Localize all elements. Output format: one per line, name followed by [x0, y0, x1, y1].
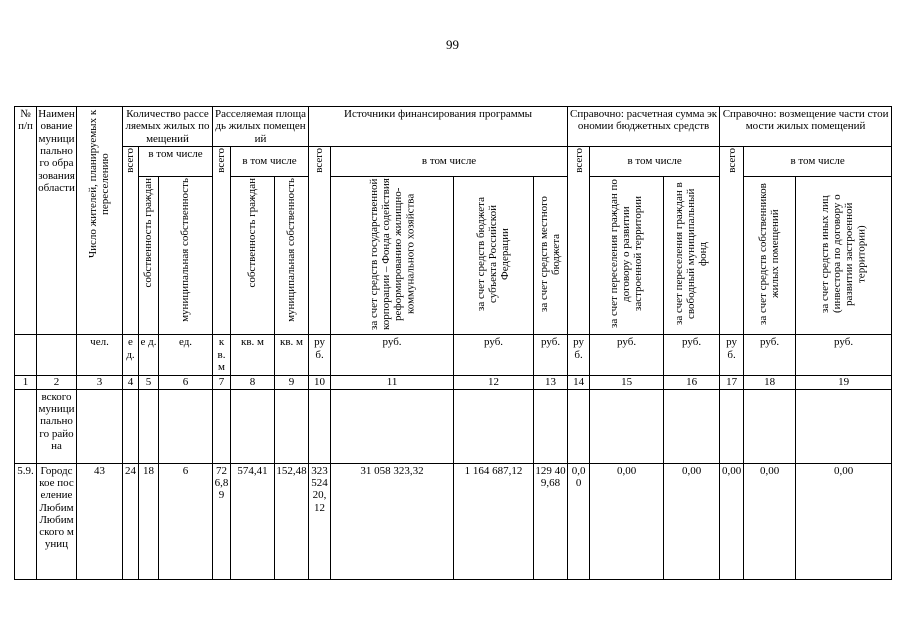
header-comp-total: всего [720, 146, 744, 334]
col-number: 11 [331, 376, 454, 389]
header-compensation: Справочно: возмещение части стоимости жилых помещений [720, 107, 892, 147]
cell-empty [77, 389, 123, 463]
cell-empty [309, 389, 331, 463]
cell-empty [139, 389, 159, 463]
col-number: 3 [77, 376, 123, 389]
unit-fund-local: руб. [534, 335, 568, 376]
cell-area-municipal: 152,48 [275, 463, 309, 579]
header-rooms: Количество расселяемых жилых помещений [123, 107, 213, 147]
col-number: 2 [37, 376, 77, 389]
cell-empty [534, 389, 568, 463]
header-economy-incl: в том числе [590, 146, 720, 176]
col-number: 10 [309, 376, 331, 389]
header-fund-local: за счет средств местного бюджета [534, 176, 568, 334]
table-row [15, 389, 892, 463]
cell-comp-total: 0,00 [720, 463, 744, 579]
cell-fund-subject: 1 164 687,12 [454, 463, 534, 579]
cell-economy-free: 0,00 [664, 463, 720, 579]
header-row-1 [15, 107, 892, 147]
cell-empty [720, 389, 744, 463]
header-area-total: всего [213, 146, 231, 334]
header-row-2 [15, 146, 892, 176]
header-economy-free: за счет переселения граждан в свободный муниципальный фонд [664, 176, 720, 334]
cell-area-total: 726,89 [213, 463, 231, 579]
cell-empty [331, 389, 454, 463]
cell-economy-contract: 0,00 [590, 463, 664, 579]
unit-economy-contract: руб. [590, 335, 664, 376]
header-rooms-citizens: собственность граждан [139, 176, 159, 334]
cell-empty [123, 389, 139, 463]
header-comp-owners: за счет средств собственников жилых помещений [744, 176, 796, 334]
resettlement-table [14, 106, 892, 580]
header-fund-corp: за счет средств государственной корпорации – Фонда содействия реформированию жилищно-коммунального хозяйства [331, 176, 454, 334]
cell-residents: 43 [77, 463, 123, 579]
header-area-incl: в том числе [231, 146, 309, 176]
unit-people: чел. [77, 335, 123, 376]
table-row [15, 463, 892, 579]
cell-empty [796, 389, 892, 463]
unit-area-municipal: кв. м [275, 335, 309, 376]
col-number: 8 [231, 376, 275, 389]
unit-rooms-citizens: е д. [139, 335, 159, 376]
cell-empty [15, 389, 37, 463]
unit-comp-owners: руб. [744, 335, 796, 376]
cell-fund-total: 32352420,12 [309, 463, 331, 579]
col-number: 7 [213, 376, 231, 389]
header-economy-total: всего [568, 146, 590, 334]
header-area-citizens: собственность граждан [231, 176, 275, 334]
header-fund-subject: за счет средств бюджета субъекта Российской Федерации [454, 176, 534, 334]
page-number: 99 [446, 37, 459, 52]
cell-economy-total: 0,00 [568, 463, 590, 579]
column-numbers-row [15, 376, 892, 389]
header-residents: Число жителей, планируемых к переселению [77, 107, 123, 335]
col-number: 6 [159, 376, 213, 389]
header-area: Расселяемая площадь жилых помещений [213, 107, 309, 147]
header-comp-incl: в том числе [744, 146, 892, 176]
cell-comp-owners: 0,00 [744, 463, 796, 579]
cell-rooms-total: 24 [123, 463, 139, 579]
unit-fund-corp: руб. [331, 335, 454, 376]
col-number: 9 [275, 376, 309, 389]
col-number: 19 [796, 376, 892, 389]
header-area-municipal: муниципальная собственность [275, 176, 309, 334]
cell-empty [664, 389, 720, 463]
unit-comp-total: ру б. [720, 335, 744, 376]
header-rooms-municipal: муниципальная собственность [159, 176, 213, 334]
cell-rooms-municipal: 6 [159, 463, 213, 579]
cell-num: 5.9. [15, 463, 37, 579]
unit-fund-total: ру б. [309, 335, 331, 376]
header-rooms-total: всего [123, 146, 139, 334]
unit-economy-free: руб. [664, 335, 720, 376]
header-name: Наименование муниципального образования области [37, 107, 77, 335]
unit-fund-subject: руб. [454, 335, 534, 376]
cell-empty [275, 389, 309, 463]
header-funding: Источники финансирования программы [309, 107, 568, 147]
unit-empty-1 [15, 335, 37, 376]
col-number: 5 [139, 376, 159, 389]
cell-rooms-citizens: 18 [139, 463, 159, 579]
col-number: 13 [534, 376, 568, 389]
col-number: 18 [744, 376, 796, 389]
cell-empty [213, 389, 231, 463]
header-comp-others: за счет средств иных лиц (инвестора по договору о развитии застроенной территории) [796, 176, 892, 334]
cell-empty [159, 389, 213, 463]
cell-empty [744, 389, 796, 463]
header-economy: Справочно: расчетная сумма экономии бюджетных средств [568, 107, 720, 147]
col-number: 17 [720, 376, 744, 389]
cell-empty [568, 389, 590, 463]
col-number: 16 [664, 376, 720, 389]
cell-empty [454, 389, 534, 463]
cell-name: вского муниципального района [37, 389, 77, 463]
cell-empty [231, 389, 275, 463]
header-fund-incl: в том числе [331, 146, 568, 176]
unit-rooms-total: е д. [123, 335, 139, 376]
col-number: 14 [568, 376, 590, 389]
col-number: 1 [15, 376, 37, 389]
cell-empty [590, 389, 664, 463]
cell-fund-local: 129 409,68 [534, 463, 568, 579]
cell-fund-corp: 31 058 323,32 [331, 463, 454, 579]
cell-area-citizens: 574,41 [231, 463, 275, 579]
header-rooms-incl: в том числе [139, 146, 213, 176]
unit-empty-2 [37, 335, 77, 376]
col-number: 4 [123, 376, 139, 389]
unit-rooms-municipal: ед. [159, 335, 213, 376]
header-economy-contract: за счет переселения граждан по договору о развитии застроенной территории [590, 176, 664, 334]
header-fund-total: всего [309, 146, 331, 334]
cell-comp-others: 0,00 [796, 463, 892, 579]
unit-economy-total: ру б. [568, 335, 590, 376]
header-num: № п/п [15, 107, 37, 335]
unit-area-citizens: кв. м [231, 335, 275, 376]
unit-comp-others: руб. [796, 335, 892, 376]
unit-area-total: к в. м [213, 335, 231, 376]
header-row-3 [15, 176, 892, 334]
units-row [15, 335, 892, 376]
col-number: 15 [590, 376, 664, 389]
col-number: 12 [454, 376, 534, 389]
cell-name: Городское поселение Любим Любимского муниц [37, 463, 77, 579]
